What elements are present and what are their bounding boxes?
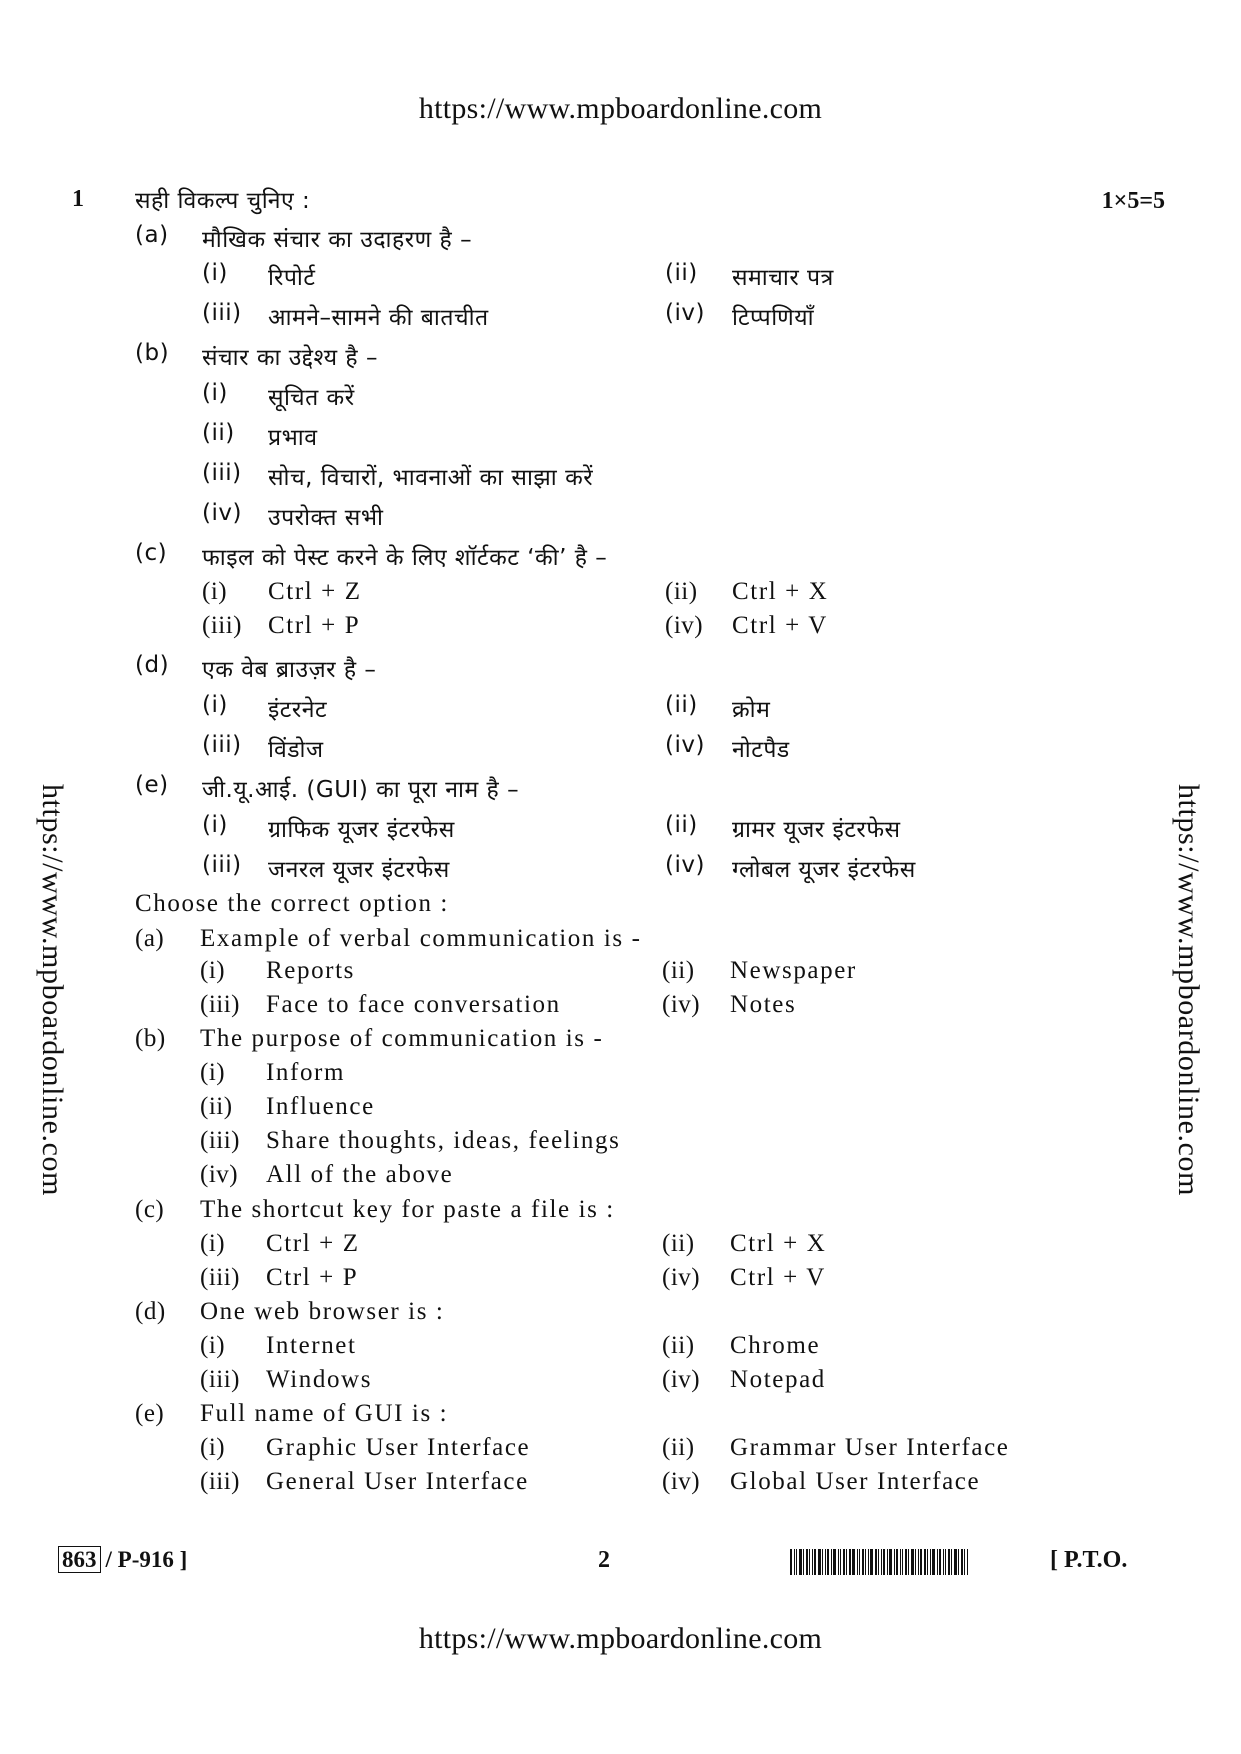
part-label: (a) [135, 925, 165, 952]
barcode-bar [945, 1549, 946, 1575]
option-label: (ii) [665, 812, 698, 838]
barcode-bar [794, 1549, 795, 1575]
barcode-bar [905, 1549, 907, 1575]
option-text: सोच, विचारों, भावनाओं का साझा करें [268, 465, 594, 491]
part-stem: The shortcut key for paste a file is : [200, 1196, 615, 1223]
option-text: Internet [266, 1332, 357, 1359]
part-stem: Full name of GUI is : [200, 1400, 449, 1427]
option-label: (iv) [665, 300, 705, 326]
option-text: Reports [266, 957, 355, 984]
option-label: (ii) [662, 1230, 695, 1257]
barcode-bar [918, 1549, 919, 1575]
option-text: Notepad [730, 1366, 826, 1393]
option-label: (iv) [665, 732, 705, 758]
option-text: Face to face conversation [266, 991, 561, 1018]
paper-id: / P-916 ] [105, 1547, 188, 1572]
option-text: All of the above [266, 1161, 454, 1188]
option-label: (iii) [200, 1264, 240, 1291]
option-label: (iv) [665, 612, 704, 639]
option-text: इंटरनेट [268, 697, 328, 723]
option-label: (i) [202, 380, 228, 406]
barcode-bar [806, 1549, 808, 1575]
part-label: (d) [135, 1298, 166, 1325]
option-text: Ctrl + P [268, 612, 361, 639]
option-text: प्रभाव [268, 425, 318, 451]
barcode-bar [796, 1549, 797, 1575]
option-text: सूचित करें [268, 385, 355, 411]
barcode-bar [870, 1549, 873, 1575]
barcode-bar [954, 1549, 957, 1575]
barcode-bar [849, 1549, 851, 1575]
barcode-bar [790, 1549, 792, 1575]
option-text: Inform [266, 1059, 346, 1086]
option-label: (iii) [200, 991, 240, 1018]
barcode-bar [961, 1549, 963, 1575]
barcode-bar [825, 1549, 826, 1575]
part-stem: The purpose of communication is - [200, 1025, 604, 1052]
barcode-bar [951, 1549, 952, 1575]
barcode-bar [924, 1549, 926, 1575]
option-text: ग्रामर यूजर इंटरफेस [732, 817, 901, 843]
barcode-bar [937, 1549, 938, 1575]
option-text: Ctrl + P [266, 1264, 359, 1291]
option-label: (iii) [202, 300, 242, 326]
barcode-icon [790, 1549, 1030, 1575]
option-text: उपरोक्त सभी [268, 505, 384, 531]
option-label: (iv) [202, 500, 242, 526]
barcode-bar [887, 1549, 888, 1575]
option-text: रिपोर्ट [268, 265, 316, 291]
option-label: (ii) [202, 420, 235, 446]
option-label: (i) [200, 1059, 226, 1086]
paper-code-footer [58, 1547, 187, 1573]
barcode-bar [799, 1549, 802, 1575]
part-label: (c) [135, 1196, 165, 1223]
option-label: (iv) [200, 1161, 239, 1188]
barcode-bar [939, 1549, 941, 1575]
option-text: नोटपैड [732, 737, 790, 763]
part-stem: जी.यू.आई. (GUI) का पूरा नाम है – [202, 777, 520, 803]
barcode-bar [932, 1549, 935, 1575]
option-label: (ii) [662, 1434, 695, 1461]
option-text: क्रोम [732, 697, 771, 723]
part-stem: Example of verbal communication is - [200, 925, 642, 952]
barcode-bar [833, 1549, 836, 1575]
watermark-right: https://www.mpboardonline.com [1172, 783, 1205, 1197]
watermark-left: https://www.mpboardonline.com [36, 783, 69, 1197]
option-text: Global User Interface [730, 1468, 981, 1495]
option-text: Share thoughts, ideas, feelings [266, 1127, 621, 1154]
part-stem: मौखिक संचार का उदाहरण है – [202, 227, 473, 253]
option-text: Ctrl + Z [266, 1230, 360, 1257]
barcode-bar [846, 1549, 847, 1575]
option-label: (i) [202, 578, 228, 605]
barcode-bar [822, 1549, 823, 1575]
barcode-bar [852, 1549, 855, 1575]
barcode-bar [920, 1549, 922, 1575]
barcode-bar [900, 1549, 901, 1575]
option-label: (iv) [662, 1264, 701, 1291]
option-label: (iii) [202, 460, 242, 486]
barcode-bar [889, 1549, 892, 1575]
option-label: (i) [200, 1332, 226, 1359]
barcode-bar [964, 1549, 965, 1575]
option-label: (i) [202, 260, 228, 286]
page-number: 2 [598, 1547, 610, 1573]
option-label: (i) [202, 692, 228, 718]
question-marks: 1×5=5 [1101, 188, 1165, 214]
barcode-bar [865, 1549, 866, 1575]
option-text: Notes [730, 991, 797, 1018]
option-text: ग्राफिक यूजर इंटरफेस [268, 817, 455, 843]
option-label: (iv) [665, 852, 705, 878]
barcode-bar [927, 1549, 928, 1575]
english-instruction: Choose the correct option : [135, 890, 449, 917]
barcode-bar [803, 1549, 804, 1575]
option-label: (iii) [200, 1127, 240, 1154]
option-text: Ctrl + V [730, 1264, 826, 1291]
option-text: Ctrl + Z [268, 578, 362, 605]
barcode-bar [859, 1549, 860, 1575]
barcode-bar [838, 1549, 839, 1575]
option-label: (ii) [665, 692, 698, 718]
barcode-bar [814, 1549, 816, 1575]
option-text: Ctrl + V [732, 612, 828, 639]
barcode-bar [930, 1549, 931, 1575]
option-text: ग्लोबल यूजर इंटरफेस [732, 857, 916, 883]
part-label: (b) [135, 340, 170, 366]
option-label: (ii) [665, 260, 698, 286]
barcode-bar [862, 1549, 864, 1575]
option-text: Graphic User Interface [266, 1434, 531, 1461]
option-text: आमने–सामने की बातचीत [268, 305, 489, 331]
barcode-bar [915, 1549, 916, 1575]
barcode-bar [878, 1549, 879, 1575]
part-stem: One web browser is : [200, 1298, 445, 1325]
watermark-top: https://www.mpboardonline.com [418, 92, 823, 125]
barcode-bar [818, 1549, 821, 1575]
option-label: (ii) [662, 957, 695, 984]
barcode-bar [812, 1549, 813, 1575]
barcode-bar [883, 1549, 885, 1575]
barcode-bar [948, 1549, 950, 1575]
option-label: (ii) [665, 578, 698, 605]
option-text: टिप्पणियाँ [732, 305, 815, 331]
barcode-bar [894, 1549, 895, 1575]
option-label: (iii) [202, 732, 242, 758]
paper-code-box: 863 [58, 1546, 101, 1573]
question-number: 1 [72, 186, 84, 212]
option-label: (iii) [202, 612, 242, 639]
part-stem: फाइल को पेस्ट करने के लिए शॉर्टकट ‘की’ है – [202, 545, 608, 571]
part-label: (a) [135, 222, 169, 248]
barcode-bar [840, 1549, 841, 1575]
option-label: (i) [202, 812, 228, 838]
option-text: Grammar User Interface [730, 1434, 1010, 1461]
option-text: Ctrl + X [730, 1230, 827, 1257]
part-label: (e) [135, 1400, 165, 1427]
option-label: (iv) [662, 1468, 701, 1495]
option-text: Newspaper [730, 957, 857, 984]
barcode-bar [857, 1549, 858, 1575]
part-stem: एक वेब ब्राउज़र है – [202, 657, 377, 683]
barcode-bar [943, 1549, 944, 1575]
option-text: Influence [266, 1093, 375, 1120]
part-label: (d) [135, 652, 170, 678]
part-label: (e) [135, 772, 169, 798]
barcode-bar [967, 1549, 968, 1575]
option-label: (ii) [200, 1093, 233, 1120]
option-label: (i) [200, 1434, 226, 1461]
barcode-bar [911, 1549, 914, 1575]
option-text: General User Interface [266, 1468, 529, 1495]
hindi-instruction: सही विकल्प चुनिए : [135, 188, 311, 214]
part-stem: संचार का उद्देश्य है – [202, 345, 378, 371]
watermark-bottom: https://www.mpboardonline.com [418, 1622, 823, 1655]
option-text: जनरल यूजर इंटरफेस [268, 857, 450, 883]
option-label: (i) [200, 957, 226, 984]
barcode-bar [958, 1549, 959, 1575]
pto-label: [ P.T.O. [1050, 1547, 1128, 1573]
option-label: (iii) [200, 1468, 240, 1495]
barcode-bar [908, 1549, 909, 1575]
option-label: (iii) [202, 852, 242, 878]
barcode-bar [881, 1549, 882, 1575]
option-label: (ii) [662, 1332, 695, 1359]
barcode-bar [875, 1549, 877, 1575]
option-label: (iv) [662, 1366, 701, 1393]
barcode-bar [843, 1549, 845, 1575]
part-label: (c) [135, 540, 168, 566]
barcode-bar [809, 1549, 810, 1575]
option-text: Windows [266, 1366, 373, 1393]
barcode-bar [896, 1549, 898, 1575]
barcode-bar [831, 1549, 832, 1575]
part-label: (b) [135, 1025, 166, 1052]
option-label: (iv) [662, 991, 701, 1018]
barcode-bar [902, 1549, 903, 1575]
option-label: (iii) [200, 1366, 240, 1393]
option-text: विंडोज [268, 737, 324, 763]
barcode-bar [868, 1549, 869, 1575]
option-label: (i) [200, 1230, 226, 1257]
option-text: Chrome [730, 1332, 821, 1359]
option-text: Ctrl + X [732, 578, 829, 605]
barcode-bar [827, 1549, 829, 1575]
option-text: समाचार पत्र [732, 265, 834, 291]
